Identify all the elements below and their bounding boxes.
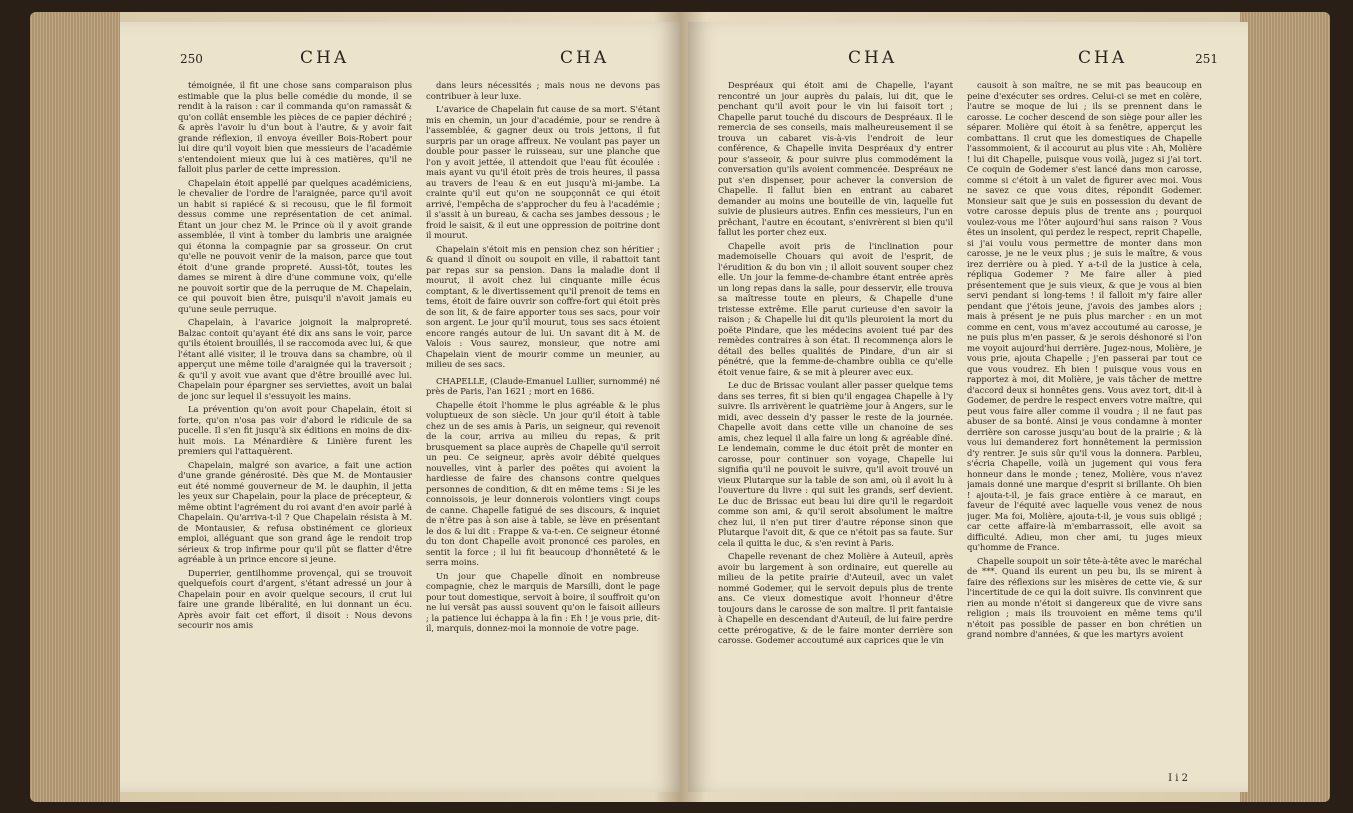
paragraph: Chapelain, malgré son avarice, a fait une action d'une grande générosité. Dès que M. de Montausier eut été nommé gouverneur de M. le dauphin, il jetta les yeux sur Chapelain, pour la place de précepteur, & même obtint l'agrément du roi avant d'en avoir parlé à Chapelain. Qu'arriva-t-il ? Que Chapelain résista à M. de Montausier, & refusa obstinément ce glorieux emploi, alléguant que son grand âge le rendoit trop sérieux & trop infirme pour qu'il pût se flatter d'être agréable à un prince encore si jeune. bbox=[178, 459, 412, 564]
paragraph: Chapelain étoit appellé par quelques académiciens, le chevalier de l'ordre de l'araignée, parce qu'il avoit un habit si rapiécé & si recousu, que le fil formoit dessus comme une représentation de cet animal. Étant un jour chez M. le Prince où il y avoit grande assemblée, il vint à tomber du lambris une araignée qui étonna la compagnie par sa grosseur. On crut qu'elle ne pouvoit venir de la maison, parce que tout étoit d'une grande propreté. Aussi-tôt, toutes les dames se mirent à dire d'une commune voix, qu'elle ne pouvoit sortir que de la perruque de M. Chapelain, ce qui pouvoit bien être, puisqu'il n'avoit jamais eu qu'une seule perruque. bbox=[178, 177, 412, 314]
paragraph: témoignée, il fit une chose sans comparaison plus estimable que la plus belle comédie du monde, il se rendit à la raison : car il commanda qu'on ramassât & qu'on collât ensemble les pièces de ce papier déchiré ; & après l'avoir lu d'un bout à l'autre, & y avoir fait grande réflexion, il envoya éveiller Bois-Robert pour lui dire qu'il voyoit bien que messieurs de l'académie s'entendoient mieux que lui à ces matières, qu'il ne falloit plus parler de cette impression. bbox=[178, 80, 412, 174]
paragraph: Chapelle soupoit un soir tête-à-tête avec le maréchal de ***. Quand ils eurent un peu bu, ils se mirent à faire des réflexions sur les misères de cette vie, & sur l'incertitude de ce qui la doit suivre. Ils convinrent que rien au monde n'étoit si dangereux que de vivre sans religion ; mais ils trouvoient en même tems qu'il n'étoit pas possible de passer en bon chrétien un grand nombre d'années, & que les martyrs avoient bbox=[967, 555, 1202, 639]
paragraph: causoit à son maître, ne se mit pas beaucoup en peine d'exécuter ses ordres. Celui-ci se met en colère, l'autre se moque de lui ; ils se prennent dans le carosse. Le cocher descend de son siège pour aller les séparer. Molière qui étoit à sa fenêtre, apperçut les combattans. Il crut que les domestiques de Chapelle l'assommoient, & il accourut au plus vite : Ah, Molière ! lui dit Chapelle, puisque vous voilà, jugez si j'ai tort. Ce coquin de Godemer s'est lancé dans mon carosse, comme si c'étoit à un valet de figurer avec moi. Vous ne savez ce que vous dites, répondit Godemer. Monsieur sait que je suis en possession du devant de votre carosse depuis plus de trente ans ; pourquoi voulez-vous me l'ôter aujourd'hui sans raison ? Vous êtes un insolent, qui perdez le respect, reprit Chapelle, si j'ai voulu vous permettre de monter dans mon carosse, je ne le veux plus ; je suis le maître, & vous irez derrière ou à pied. Y a-t-il de la justice à cela, répliqua Godemer ? Me faire aller à pied présentement que je suis vieux, & que je vous ai bien servi pendant si long-tems ! il falloit m'y faire aller pendant que j'étois jeune, j'avois des jambes alors ; mais à présent je ne puis plus marcher : en un mot comme en cent, vous m'avez accoutumé au carosse, je ne puis plus m'en passer, & je serois déshonoré si l'on me voyoit aujourd'hui derrière. Jugez-nous, Molière, je vous prie, ajouta Chapelle ; j'en passerai par tout ce que vous voudrez. Eh bien ! puisque vous vous en rapportez à moi, dit Molière, je vais tâcher de mettre d'accord deux si honnêtes gens. Vous avez tort, dit-il à Godemer, de perdre le respect envers votre maître, qui peut vous faire aller comme il voudra ; il ne faut pas abuser de sa bonté. Ainsi je vous condamne à monter derrière son carosse jusqu'au bout de la prairie ; & là vous lui demanderez fort honnêtement la permission d'y rentrer. Je suis sûr qu'il vous la donnera. Parbleu, s'écria Chapelle, voilà un jugement qui vous fera honneur dans le monde ; tenez, Molière, vous n'avez jamais donné une marque d'esprit si brillante. Oh bien ! ajouta-t-il, je fais grace entière à ce maraut, en faveur de l'équité avec laquelle vous venez de nous juger. Ma foi, Molière, ajouta-t-il, je vous suis obligé ; car cette affaire-là m'embarrassoit, elle avoit sa difficulté. Adieu, mon cher ami, tu juges mieux qu'homme de France. bbox=[967, 80, 1202, 552]
paragraph: Le duc de Brissac voulant aller passer quelque tems dans ses terres, fit si bien qu'il engagea Chapelle à l'y suivre. Ils arrivèrent le quatrième jour à Angers, sur le midi, avec dessein d'y passer le reste de la journée. Chapelle avoit dans cette ville un chanoine de ses amis, chez lequel il alla faire un long & agréable dîné. Le lendemain, comme le duc étoit prêt de monter en carosse, pour continuer son voyage, Chapelle lui signifia qu'il ne pouvoit le suivre, qu'il avoit trouvé un vieux Plutarque sur la table de son ami, où il avoit lu à l'ouverture du livre : qui suit les grands, serf devient. Le duc de Brissac eut beau lui dire qu'il le regardoit comme son ami, & qu'il seroit absolument le maître chez lui, il n'en put tirer d'autre réponse sinon que Plutarque l'avoit dit, & que ce n'étoit pas sa faute. Sur cela il quitta le duc, & s'en revint à Paris. bbox=[718, 380, 953, 548]
left-page bbox=[120, 22, 680, 792]
paragraph: La prévention qu'on avoit pour Chapelain, étoit si forte, qu'on n'osa pas voir d'abord le ridicule de sa pucelle. Il s'en fit jusqu'à six éditions en moins de dix-huit mois. La Ménardière & Linière furent les premiers qui l'attaquèrent. bbox=[178, 404, 412, 456]
paragraph: Chapelain, à l'avarice joignoit la malpropreté. Balzac contoit qu'ayant été dix ans sans le voir, parce qu'ils étoient brouillés, il se raccomoda avec lui, & que l'étant allé visiter, il le trouva dans sa chambre, où il apperçut une même toile d'araignée qui la traversoit ; & qu'il y avoit vue avant que d'être brouillé avec lui. Chapelain pour épargner ses serviettes, avoit un balai de jonc sur lequel il s'essuyoit les mains. bbox=[178, 317, 412, 401]
page-number: 251 bbox=[1195, 52, 1218, 66]
left-page-header bbox=[180, 48, 650, 72]
left-page-column-2 bbox=[426, 80, 660, 772]
page-number: 250 bbox=[180, 52, 203, 66]
paragraph: L'avarice de Chapelain fut cause de sa mort. S'étant mis en chemin, un jour d'académie, pour se rendre à l'assemblée, & gagner deux ou trois jettons, il fut surpris par un orage affreux. Ne voulant pas payer un double pour passer le ruisseau, sur une planche que l'on y avoit jettée, il attendoit que l'eau fût écoulée : mais ayant vu qu'il étoit près de trois heures, il passa au travers de l'eau & en eut jusqu'à mi-jambe. La crainte qu'il eut qu'on ne soupçonnât ce qui étoit arrivé, l'empêcha de s'approcher du feu à l'académie ; il s'assit à un bureau, & cacha ses jambes dessous ; le froid le saisit, & il eut une oppression de poitrine dont il mourut. bbox=[426, 104, 660, 240]
paragraph: Chapelle revenant de chez Molière à Auteuil, après avoir bu largement à son ordinaire, eut querelle au milieu de la petite prairie d'Auteuil, avec un valet nommé Godemer, qui le servoit depuis plus de trente ans. Ce vieux domestique avoit l'honneur d'être toujours dans le carosse de son maître. Il prit fantaisie à Chapelle en descendant d'Auteuil, de lui faire perdre cette prérogative, & de le faire monter derrière son carosse. Godemer accoutumé aux caprices que le vin bbox=[718, 551, 953, 645]
paragraph: dans leurs nécessités ; mais nous ne devons pas contribuer à leur luxe. bbox=[426, 80, 660, 101]
paragraph: Chapelle étoit l'homme le plus agréable & le plus voluptueux de son siècle. Un jour qu'il étoit à table chez un de ses amis à Paris, un seigneur, qui revenoit de la cour, arriva au milieu du repas, & prit brusquement sa place auprès de Chapelle qu'il serroit un peu. Ce seigneur, après avoir débité quelques nouvelles, vint à parler des poëtes qui avoient la hardiesse de faire des chansons contre quelques personnes de condition, & dit en même tems : Si je les connoissois, je leur donnerois volontiers vingt coups de canne. Chapelle fatigué de ses discours, & inquiet de n'être pas à son aise à table, se lève en présentant le dos & lui dit : Frappe & va-t-en. Ce seigneur étonné du ton dont Chapelle avoit prononcé ces paroles, en sentit la force ; il lui fit beaucoup d'honnêteté & le serra moins. bbox=[426, 399, 660, 567]
running-head: CHA bbox=[848, 48, 898, 68]
open-book bbox=[30, 12, 1330, 802]
left-page-column-1 bbox=[178, 80, 412, 772]
right-page bbox=[688, 22, 1248, 792]
signature-mark: I i 2 bbox=[1168, 773, 1188, 784]
paragraph: Despréaux qui étoit ami de Chapelle, l'ayant rencontré un jour auprès du palais, lui dit, que le penchant qu'il avoit pour le vin lui faisoit tort ; Chapelle parut touché du discours de Despréaux. Il le remercia de ses conseils, mais malheureusement il se trouva un cabaret vis-à-vis l'endroit de leur conférence, & Chapelle invita Despréaux d'y entrer pour s'asseoir, & pour suivre plus commodément la conversation qu'ils avoient commencée. Despréaux ne put s'en dispenser, pour achever la conversion de Chapelle. Il fallut bien en entrant au cabaret demander au moins une bouteille de vin, laquelle fut suivie de plusieurs autres. Enfin ces messieurs, l'un en prêchant, l'autre en écoutant, s'enivrèrent si bien qu'il fallut les porter chez eux. bbox=[718, 80, 953, 237]
paragraph: Un jour que Chapelle dînoit en nombreuse compagnie, chez le marquis de Marsilli, dont le page pour tout domestique, servoit à boire, il souffroit qu'on ne lui versât pas aussi souvent qu'on le faisoit ailleurs ; la patience lui échappa à la fin : Eh ! je vous prie, dit-il, marquis, donnez-moi la monnoie de votre page. bbox=[426, 570, 660, 633]
entry-heading: CHAPELLE, (Claude-Emanuel Lullier, surnommé) né près de Paris, l'an 1621 ; mort en 1686. bbox=[426, 375, 660, 396]
page-edges-right bbox=[1240, 12, 1330, 802]
running-head: CHA bbox=[1078, 48, 1128, 68]
paragraph: Chapelle avoit pris de l'inclination pour mademoiselle Chouars qui avoit de l'esprit, de l'érudition & du bon vin ; il alloit souvent souper chez elle. Un jour la femme-de-chambre étant entrée après un long repas dans la salle, pour desservir, elle trouva sa maîtresse toute en pleurs, & Chapelle d'une tristesse extrême. Elle parut curieuse d'en savoir la raison ; & Chapelle lui dit qu'ils pleuroient la mort du poëte Pindare, que les médecins avoient tué par des remèdes contraires à son état. Il recommença alors le détail des belles qualités de Pindare, d'un air si pénétré, que la femme-de-chambre oublia ce qu'elle étoit venue faire, & se mit à pleurer avec eux. bbox=[718, 240, 953, 377]
paragraph: Chapelain s'étoit mis en pension chez son héritier ; & quand il dînoit ou soupoit en ville, il rabattoit tant par repas sur sa pension. Dans la maladie dont il mourut, il avoit chez lui cinquante mille écus comptant, & le divertissement qu'il prenoit de tems en tems, étoit de faire ouvrir son coffre-fort qui étoit près de son lit, & de faire apporter tous ses sacs, pour voir son argent. Le jour qu'il mourut, tous ses sacs étoient encore rangés autour de lui. Un savant dit à M. de Valois : Vous saurez, monsieur, que notre ami Chapelain vient de mourir comme un meunier, au milieu de ses sacs. bbox=[426, 243, 660, 369]
right-page-header bbox=[748, 48, 1218, 72]
right-page-column-2 bbox=[967, 80, 1202, 772]
running-head: CHA bbox=[300, 48, 350, 68]
running-head: CHA bbox=[560, 48, 610, 68]
page-edges-left bbox=[30, 12, 120, 802]
paragraph: Duperrier, gentilhomme provençal, qui se trouvoit quelquefois court d'argent, s'étant adressé un jour à Chapelain pour en avoir quelque secours, il crut lui faire une grande libéralité, en lui donnant un écu. Après avoir fait cet effort, il disoit : Nous devons secourir nos amis bbox=[178, 567, 412, 630]
right-page-column-1 bbox=[718, 80, 953, 772]
